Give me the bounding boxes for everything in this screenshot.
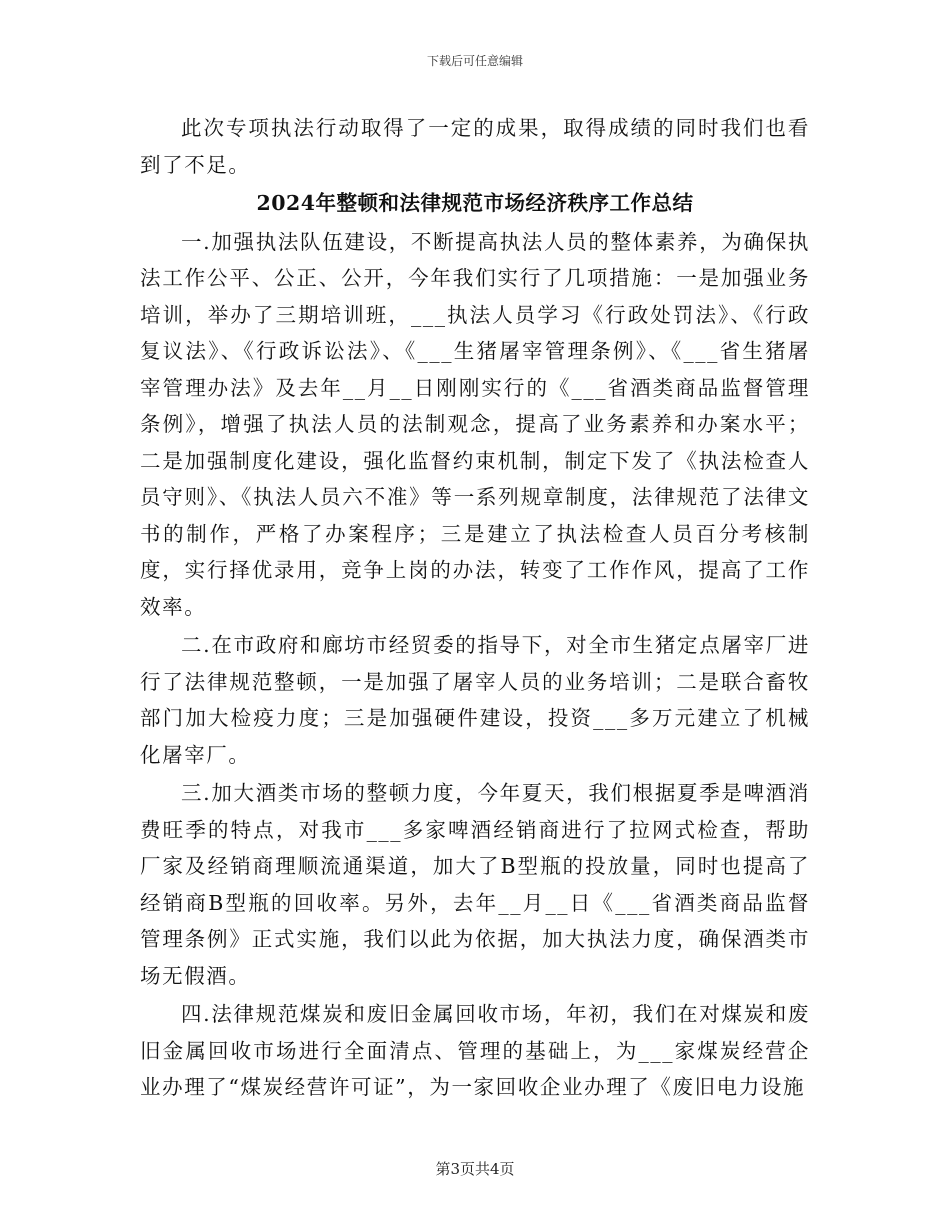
paragraph-1: 一.加强执法队伍建设，不断提高执法人员的整体素养，为确保执法工作公平、公正、公开，今年我们实行了几项措施：一是加强业务培训，举办了三期培训班，___执法人员学习《行政处罚法》、《行政复议法》、《行政诉讼法》、《___生猪屠宰管理条例》、《___省生猪屠宰管理办法》及去年__月__日刚刚实行的《___省酒类商品监督管理条例》，增强了执法人员的法制观念，提高了业务素养和办案水平；二是加强制度化建设，强化监督约束机制，制定下发了《执法检查人员守则》、《执法人员六不准》等一系列规章制度，法律规范了法律文书的制作，严格了办案程序；三是建立了执法检查人员百分考核制度，实行择优录用，竞争上岗的办法，转变了工作作风，提高了工作效率。 bbox=[140, 229, 810, 619]
paragraph-2: 二.在市政府和廊坊市经贸委的指导下，对全市生猪定点屠宰厂进行了法律规范整顿，一是加强了屠宰人员的业务培训；二是联合畜牧部门加大检疫力度；三是加强硬件建设，投资___多万元建立了机械化屠宰厂。 bbox=[140, 633, 810, 767]
intro-paragraph: 此次专项执法行动取得了一定的成果，取得成绩的同时我们也看到了不足。 bbox=[140, 116, 810, 177]
paragraph-4: 四.法律规范煤炭和废旧金属回收市场，年初，我们在对煤炭和废旧金属回收市场进行全面清点、管理的基础上，为___家煤炭经营企业办理了“煤炭经营许可证”，为一家回收企业办理了《废旧电力设施 bbox=[140, 1002, 810, 1099]
page-number: 第3页共4页 bbox=[435, 1160, 515, 1178]
paragraph-3: 三.加大酒类市场的整顿力度，今年夏天，我们根据夏季是啤酒消费旺季的特点，对我市___多家啤酒经销商进行了拉网式检查，帮助厂家及经销商理顺流通渠道，加大了B型瓶的投放量，同时也提高了经销商B型瓶的回收率。另外，去年__月__日《___省酒类商品监督管理条例》正式实施，我们以此为依据，加大执法力度，确保酒类市场无假酒。 bbox=[140, 781, 810, 988]
page-header-note: 下载后可任意编辑 bbox=[426, 54, 523, 68]
document-body bbox=[140, 110, 810, 1108]
document-title: 2024年整顿和法律规范市场经济秩序工作总结 bbox=[256, 191, 694, 215]
